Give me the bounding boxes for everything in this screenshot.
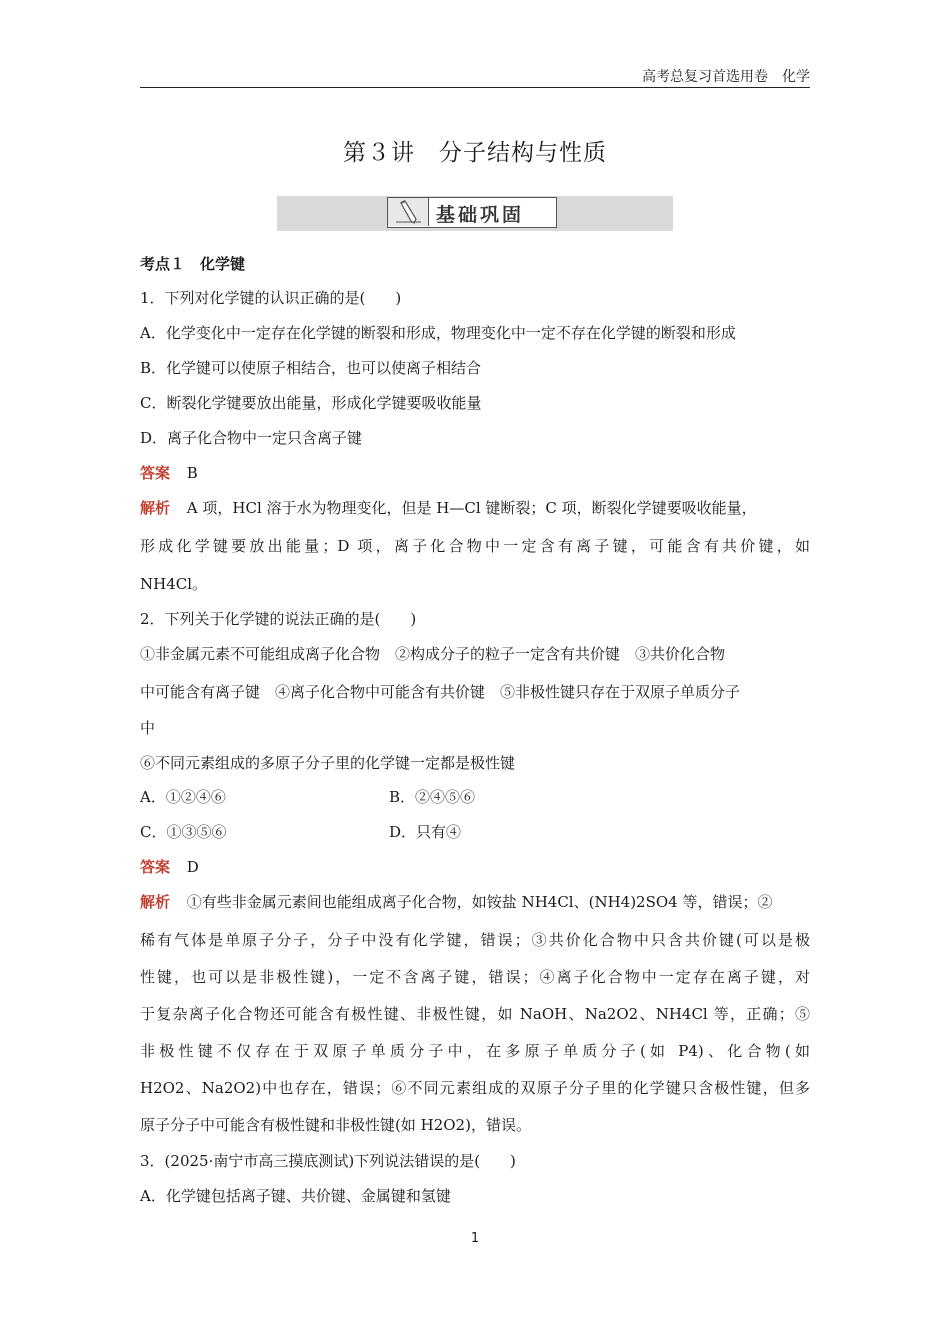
q2-item-line-2: 中可能含有离子键 ④离子化合物中可能含有共价键 ⑤非极性键只存在于双原子单质分子: [140, 683, 741, 701]
q2-item-line-3: 中: [140, 719, 156, 737]
q1-answer-row: [140, 463, 198, 483]
pencil-icon: [388, 198, 429, 226]
q1-analysis-line-1: A 项，HCl 溶于水为物理变化，但是 H—Cl 键断裂；C 项，断裂化学键要吸收能量，: [186, 499, 757, 517]
q2-analysis-line-6: H2O2、Na2O2)中也存在，错误；⑥不同元素组成的双原子分子里的化学键只含极性键，但多: [140, 1079, 810, 1097]
q2-item-line-4: ⑥不同元素组成的多原子分子里的化学键一定都是极性键: [140, 754, 516, 772]
q3-stem: 3．(2025·南宁市高三摸底测试)下列说法错误的是( ): [140, 1152, 516, 1170]
banner-box: [387, 197, 557, 228]
q3-option-a: A．化学键包括离子键、共价键、金属键和氢键: [140, 1187, 451, 1205]
q2-analysis-line-1: ①有些非金属元素间也能组成离子化合物，如铵盐 NH4Cl、(NH4)2SO4 等，错误；②: [186, 893, 773, 911]
q2-answer-label: 答案: [140, 858, 171, 876]
q1-option-a: A．化学变化中一定存在化学键的断裂和形成，物理变化中一定不存在化学键的断裂和形成: [140, 324, 736, 342]
q2-option-b: B．②④⑤⑥: [389, 788, 476, 806]
q1-answer: B: [186, 464, 198, 482]
q2-analysis-line-2: 稀有气体是单原子分子，分子中没有化学键，错误；③共价化合物中只含共价键(可以是极: [140, 931, 810, 949]
q2-option-a: A．①②④⑥: [140, 788, 226, 806]
q1-stem: 1．下列对化学键的认识正确的是( ): [140, 289, 402, 307]
q2-stem: 2．下列关于化学键的说法正确的是( ): [140, 610, 417, 628]
q2-analysis-row-1: [140, 892, 772, 912]
q2-analysis-line-4: 于复杂离子化合物还可能含有极性键、非极性键，如 NaOH、Na2O2、NH4Cl 等，正确；⑤: [140, 1005, 810, 1023]
q1-analysis-line-3: NH4Cl。: [140, 575, 208, 593]
section-banner: [277, 196, 673, 231]
q1-option-d: D．离子化合物中一定只含离子键: [140, 429, 363, 447]
q2-item-line-1: ①非金属元素不可能组成离子化合物 ②构成分子的粒子一定含有共价键 ③共价化合物: [140, 645, 726, 663]
q1-answer-label: 答案: [140, 464, 171, 482]
q2-analysis-label: 解析: [140, 893, 171, 911]
q2-analysis-line-5: 非极性键不仅存在于双原子单质分子中，在多原子单质分子(如 P4)、化合物(如: [140, 1042, 810, 1060]
header-divider: [140, 87, 810, 88]
q1-option-b: B．化学键可以使原子相结合，也可以使离子相结合: [140, 359, 482, 377]
q2-analysis-line-3: 性键，也可以是非极性键)，一定不含离子键，错误；④离子化合物中一定存在离子键，对: [140, 968, 810, 986]
page-number: 1: [470, 1231, 480, 1246]
q2-option-c: C．①③⑤⑥: [140, 823, 227, 841]
section-heading: 考点１ 化学键: [140, 255, 246, 273]
q2-analysis-line-7: 原子分子中可能含有极性键和非极性键(如 H2O2)，错误。: [140, 1116, 531, 1134]
banner-label: 基础巩固: [436, 204, 525, 226]
q2-answer-row: [140, 857, 199, 877]
q2-answer: D: [186, 858, 199, 876]
q2-option-d: D．只有④: [389, 823, 462, 841]
page-title: 第３讲 分子结构与性质: [343, 140, 607, 166]
running-header: 高考总复习首选用卷 化学: [642, 69, 810, 85]
q1-analysis-line-2: 形成化学键要放出能量；D 项，离子化合物中一定含有离子键，可能含有共价键，如: [140, 537, 810, 555]
q1-analysis-label: 解析: [140, 499, 171, 517]
q1-analysis-row-1: [140, 498, 757, 518]
q1-option-c: C．断裂化学键要放出能量，形成化学键要吸收能量: [140, 394, 482, 412]
